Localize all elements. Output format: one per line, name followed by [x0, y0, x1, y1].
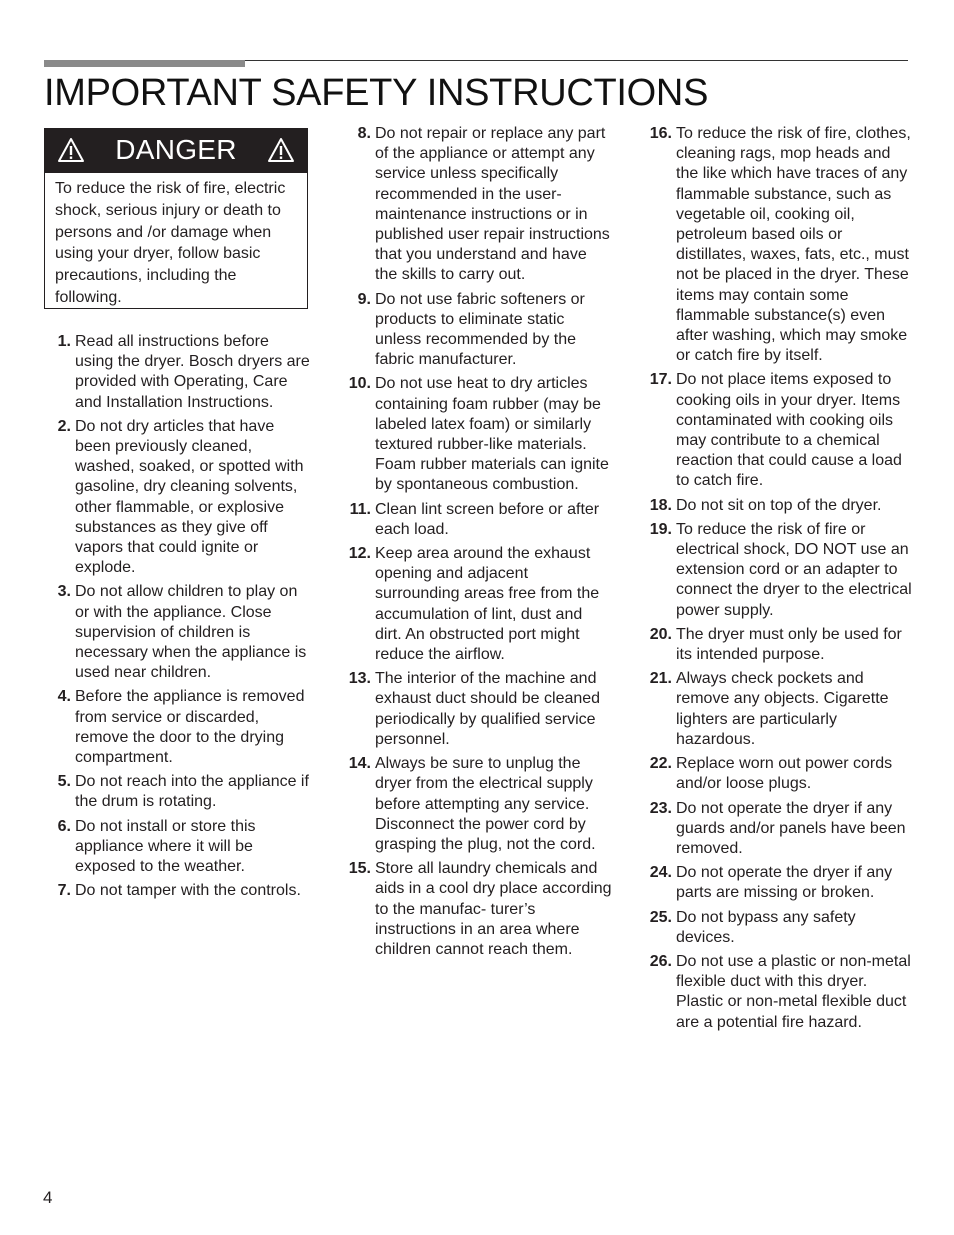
item-text: Do not bypass any safety devices.	[676, 908, 856, 946]
list-item	[642, 952, 912, 1033]
item-number: 18.	[649, 496, 672, 514]
page-number: 4	[43, 1188, 53, 1207]
item-number: 10.	[348, 375, 371, 393]
item-text: To reduce the risk of fire, clothes, cleaning rags, mop heads and the like which have traces of any flammable substance, such as vegetable oil, cooking oil, petroleum based oils or distillates, waxes, fats, etc., must not be placed in the dryer. These items may contain some flammable substance(s) even after washing, which may smoke or catch fire by itself.	[676, 125, 911, 365]
danger-header	[45, 129, 307, 173]
item-text: To reduce the risk of fire or electrical shock, DO NOT use an extension cord or an adapter to connect the dryer to the electrical power supply.	[676, 520, 912, 619]
list-item	[44, 817, 310, 878]
item-number: 6.	[57, 817, 71, 835]
item-text: Keep area around the exhaust opening and adjacent surrounding areas free from the accumulation of lint, dust and dirt. An obstructed port might reduce the airflow.	[375, 545, 600, 664]
item-number: 9.	[357, 290, 371, 308]
item-number: 8.	[357, 125, 371, 142]
item-text: Do not install or store this appliance where it will be exposed to the weather.	[75, 817, 256, 876]
instructions-column-2	[342, 124, 612, 964]
list-item	[342, 374, 612, 495]
item-number: 22.	[649, 755, 672, 773]
list-item	[642, 370, 912, 491]
danger-text: To reduce the risk of fire, electric shock, serious injury or death to persons and /or damage when using your dryer, follow basic precautions, including the following.	[55, 180, 286, 306]
item-text: Replace worn out power cords and/or loose plugs.	[676, 755, 893, 793]
item-number: 1.	[57, 333, 71, 350]
list-item	[642, 669, 912, 750]
item-number: 25.	[649, 908, 672, 926]
item-number: 12.	[348, 545, 371, 563]
list-item	[642, 863, 912, 903]
item-text: The interior of the machine and exhaust duct should be cleaned periodically by qualified service personnel.	[375, 670, 601, 748]
item-text: Do not operate the dryer if any parts are missing or broken.	[676, 864, 893, 902]
item-number: 21.	[649, 670, 672, 688]
list-item	[342, 859, 612, 960]
item-number: 7.	[57, 882, 71, 900]
list-item	[642, 799, 912, 860]
list-item	[342, 544, 612, 665]
item-text: Store all laundry chemicals and aids in a cool dry place according to the manufac- turer’s instructions in an area where children cannot reach them.	[375, 860, 612, 958]
item-text: Do not use fabric softeners or products to eliminate static unless recommended by the fabric manufacturer.	[375, 290, 585, 369]
list-item	[342, 500, 612, 540]
item-text: Clean lint screen before or after each load.	[375, 500, 600, 538]
list-item	[642, 908, 912, 948]
header-accent-bar	[44, 60, 245, 67]
item-number: 16.	[649, 125, 672, 142]
item-text: Always check pockets and remove any objects. Cigarette lighters are particularly hazardous.	[676, 670, 889, 748]
item-text: Always be sure to unplug the dryer from the electrical supply before attempting any service. Disconnect the power cord by grasping the plug, not the cord.	[375, 755, 596, 853]
list-item	[642, 625, 912, 665]
item-text: Do not reach into the appliance if the drum is rotating.	[75, 773, 309, 811]
warning-triangle-icon	[267, 137, 295, 163]
list-item	[44, 772, 310, 812]
item-number: 3.	[57, 583, 71, 601]
list-item	[44, 332, 310, 413]
list-item	[44, 417, 310, 579]
item-text: The dryer must only be used for its intended purpose.	[676, 625, 902, 664]
list-item	[44, 881, 310, 901]
item-number: 15.	[348, 860, 371, 878]
danger-box	[44, 128, 308, 309]
item-number: 11.	[349, 500, 371, 518]
item-text: Before the appliance is removed from service or discarded, remove the door to the drying compartment.	[75, 688, 305, 767]
item-text: Do not place items exposed to cooking oils in your dryer. Items contaminated with cooking oils may contribute to a chemical reaction that could cause a load to catch fire.	[676, 371, 902, 490]
danger-label: DANGER	[115, 134, 237, 165]
item-number: 17.	[649, 371, 672, 389]
item-number: 24.	[649, 864, 672, 882]
item-number: 20.	[649, 625, 672, 643]
item-number: 23.	[649, 799, 672, 817]
item-number: 4.	[57, 688, 71, 706]
list-item	[44, 582, 310, 683]
list-item	[342, 124, 612, 286]
item-number: 2.	[57, 417, 71, 435]
instructions-column-1	[44, 332, 310, 905]
item-text: Read all instructions before using the dryer. Bosch dryers are provided with Operating, Care and Installation Instructions.	[75, 333, 310, 411]
item-number: 14.	[348, 755, 371, 773]
instructions-column-3	[642, 124, 912, 1037]
item-text: Do not allow children to play on or with the appliance. Close supervision of children is necessary when the appliance is used near children.	[75, 583, 307, 682]
page-title: IMPORTANT SAFETY INSTRUCTIONS	[44, 72, 709, 114]
item-number: 13.	[348, 670, 371, 688]
item-number: 19.	[649, 520, 672, 538]
list-item	[642, 124, 912, 366]
list-item	[342, 290, 612, 371]
item-number: 26.	[649, 952, 672, 970]
list-item	[642, 754, 912, 794]
item-text: Do not dry articles that have been previously cleaned, washed, soaked, or spotted with gasoline, dry cleaning solvents, other flammable, or explosive substances as they give off vapors that could ignite or explode.	[75, 417, 304, 577]
item-text: Do not sit on top of the dryer.	[676, 496, 882, 514]
list-item	[342, 669, 612, 750]
item-text: Do not repair or replace any part of the appliance or attempt any service unless specifically recommended in the user-maintenance instructions or in published user repair instructions that you understand and have the skills to carry out.	[375, 125, 610, 284]
list-item	[342, 754, 612, 855]
item-number: 5.	[57, 773, 71, 791]
item-text: Do not tamper with the controls.	[75, 882, 301, 900]
item-text: Do not use a plastic or non-metal flexible duct with this dryer. Plastic or non-metal flexible duct are a potential fire hazard.	[676, 952, 911, 1031]
list-item	[642, 520, 912, 621]
list-item	[642, 496, 912, 516]
list-item	[44, 687, 310, 768]
item-text: Do not operate the dryer if any guards and/or panels have been removed.	[676, 799, 906, 857]
item-text: Do not use heat to dry articles containing foam rubber (may be labeled latex foam) or similarly textured rubber-like materials. Foam rubber materials can ignite by spontaneous combustion.	[375, 375, 609, 494]
